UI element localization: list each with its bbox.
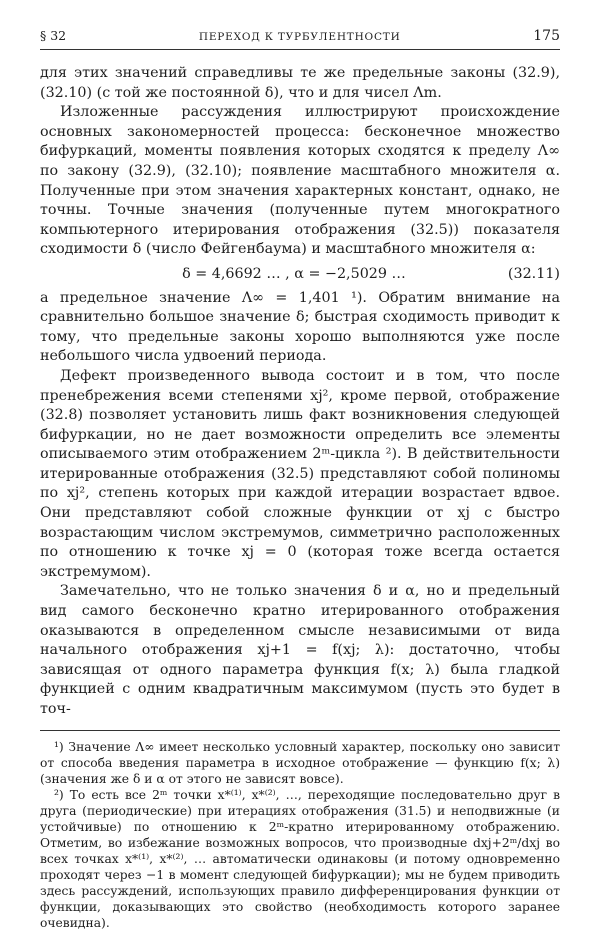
paragraph-4: Дефект произведенного вывода состоит и в том, что после пренебрежения всеми степенями xj², кроме первой, отображение (32.8) позволяет установить лишь факт возникновения следующей бифуркации, но не дает возможности определить все элементы описываемого этим отображением 2ᵐ-цикла ²). В действительности итерированные отображения (32.5) представляют собой полиномы по xj², степень которых при каждой итерации возрастает вдвое. Они представляют собой сложные функции от xj с быстро возрастающим числом экстремумов, симметрично расположенных по отношению к точке xj = 0 (которая тоже всегда остается экстремумом). bbox=[40, 367, 560, 580]
paragraph-3: а предельное значение Λ∞ = 1,401 ¹). Обратим внимание на сравнительно большое значение δ; быстрая сходимость приводит к тому, что предельные законы хорошо выполняются уже после небольшого числа удвоений периода. bbox=[40, 289, 560, 365]
footnote-2: ²) То есть все 2ᵐ точки x*⁽¹⁾, x*⁽²⁾, …, переходящие последовательно друг в друга (периодические) при итерациях отображения (31.5) и неподвижные (и устойчивые) по отношению к 2ᵐ-кратно итерированному отображению. Отметим, во избежание возможных вопросов, что производные dxj+2ᵐ/dxj во всех точках x*⁽¹⁾, x*⁽²⁾, … автоматически одинаковы (и потому одновременно проходят через −1 в момент следующей бифуркации); мы не будем приводить здесь рассуждений, использующих правило дифференцирования функции от функции, доказывающих это свойство (необходимость которого заранее очевидна). bbox=[40, 787, 560, 930]
book-page bbox=[40, 28, 560, 931]
running-header bbox=[40, 28, 560, 50]
main-text bbox=[40, 64, 560, 720]
paragraph-1: для этих значений справедливы те же предельные законы (32.9), (32.10) (с той же постоянной δ), что и для чисел Λm. bbox=[40, 65, 560, 101]
section-number: § 32 bbox=[40, 28, 67, 43]
equation-32-11 bbox=[40, 265, 560, 285]
paragraph-5: Замечательно, что не только значения δ и α, но и предельный вид самого бесконечно кратно итерированного отображения оказываются в определенном смысле независимыми от вида начального отображения xj+1 = f(xj; λ): достаточно, чтобы зависящая от одного параметра функция f(x; λ) была гладкой функцией с одним квадратичным максимумом (пусть это будет в точ- bbox=[40, 583, 560, 717]
equation-expression: δ = 4,6692 … , α = −2,5029 … bbox=[182, 265, 406, 282]
page-number: 175 bbox=[533, 28, 560, 44]
chapter-title: ПЕРЕХОД К ТУРБУЛЕНТНОСТИ bbox=[198, 31, 401, 43]
footnotes bbox=[40, 730, 560, 931]
footnote-1: ¹) Значение Λ∞ имеет несколько условный характер, поскольку оно зависит от способа введения параметра в исходное отображение — функцию f(x; λ) (значения же δ и α от этого не зависят вовсе). bbox=[40, 739, 560, 786]
equation-number: (32.11) bbox=[507, 265, 560, 282]
paragraph-2: Изложенные рассуждения иллюстрируют происхождение основных закономерностей процесса: бесконечное множество бифуркаций, моменты появления которых сходятся к пределу Λ∞ по закону (32.9), (32.10); появление масштабного множителя α. Полученные при этом значения характерных констант, однако, не точны. Точные значения (полученные путем многократного компьютерного итерирования отображения (32.5)) показателя сходимости δ (число Фейгенбаума) и масштабного множителя α: bbox=[40, 104, 560, 258]
